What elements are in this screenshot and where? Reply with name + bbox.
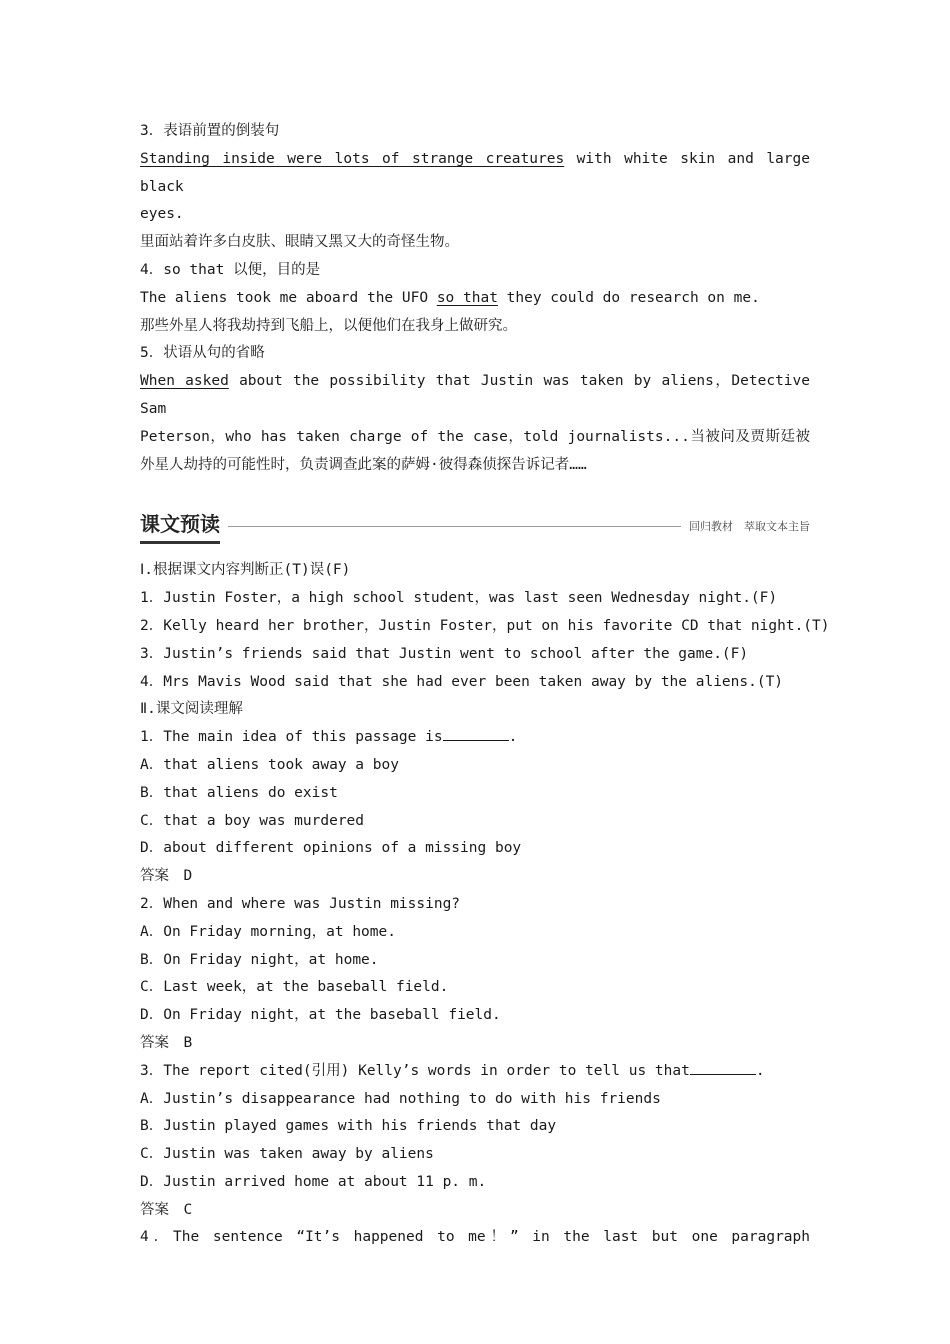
- tf-item: 1．Justin Foster，a high school student，was last seen Wednesday night.(F): [140, 590, 778, 607]
- q3-option: D．Justin arrived home at about 11 p. m.: [140, 1173, 487, 1190]
- q3-option: C．Justin was taken away by aliens: [140, 1146, 434, 1163]
- q2-option: C．Last week，at the baseball field.: [140, 979, 449, 996]
- answer-blank: [690, 1060, 756, 1075]
- q3-option: B．Justin played games with his friends that day: [140, 1118, 557, 1135]
- heading-ellipsis: 5．状语从句的省略: [140, 345, 265, 362]
- example-ellipsis: When asked about the possibility that Justin was taken by aliens，Detective Sam: [140, 373, 810, 417]
- part-ii-heading: Ⅱ.课文阅读理解: [140, 701, 243, 718]
- example-inversion-cont: eyes.: [140, 206, 184, 223]
- q2-answer: 答案 B: [140, 1034, 193, 1051]
- q2-stem: 2．When and where was Justin missing?: [140, 895, 461, 912]
- section-divider: [228, 526, 681, 527]
- part-i-heading: Ⅰ.根据课文内容判断正(T)误(F): [140, 562, 351, 579]
- q3-option: A．Justin’s disappearance had nothing to do with his friends: [140, 1090, 661, 1107]
- q2-option: A．On Friday morning，at home.: [140, 923, 396, 940]
- section-subtitle: 回归教材 萃取文本主旨: [689, 520, 810, 534]
- example-ellipsis-l3: 外星人劫持的可能性时，负责调查此案的萨姆·彼得森侦探告诉记者……: [140, 456, 587, 473]
- q1-option: C．that a boy was murdered: [140, 812, 365, 829]
- q1-answer: 答案 D: [140, 868, 193, 885]
- q3-answer: 答案 C: [140, 1201, 193, 1218]
- q1-option: D．about different opinions of a missing boy: [140, 840, 522, 857]
- q1-option: A．that aliens took away a boy: [140, 756, 399, 773]
- example-ellipsis-l2: Peterson，who has taken charge of the case，told journalists...当被问及贾斯廷被: [140, 428, 810, 445]
- q4-stem: 4．The sentence “It’s happened to me！” in the last but one paragraph: [140, 1229, 810, 1246]
- tf-item: 3．Justin’s friends said that Justin went to school after the game.(F): [140, 645, 749, 662]
- q3-stem: 3．The report cited(引用) Kelly’s words in order to tell us that .: [140, 1058, 810, 1086]
- q1-stem: 1．The main idea of this passage is .: [140, 724, 810, 752]
- section-title: 课文预读: [140, 508, 220, 544]
- example-inversion: Standing inside were lots of strange creatures with white skin and large black: [140, 150, 810, 195]
- underlined-phrase: When asked: [140, 373, 229, 390]
- q2-option: D．On Friday night，at the baseball field.: [140, 1007, 501, 1024]
- underlined-phrase: Standing inside were lots of strange creatures: [140, 150, 565, 167]
- q2-option: B．On Friday night，at home.: [140, 951, 379, 968]
- section-header: [140, 503, 810, 549]
- answer-blank: [443, 726, 509, 741]
- underlined-phrase: so that: [436, 289, 498, 306]
- tf-item: 2．Kelly heard her brother，Justin Foster，put on his favorite CD that night.(T): [140, 617, 830, 634]
- heading-so-that: 4．so that 以便，目的是: [140, 261, 321, 278]
- document-page: [140, 118, 830, 1252]
- translation-inversion: 里面站着许多白皮肤、眼睛又黑又大的奇怪生物。: [140, 234, 459, 251]
- q1-option: B．that aliens do exist: [140, 784, 338, 801]
- heading-inversion: 3．表语前置的倒装句: [140, 123, 280, 139]
- tf-item: 4．Mrs Mavis Wood said that she had ever been taken away by the aliens.(T): [140, 673, 784, 690]
- translation-so-that: 那些外星人将我劫持到飞船上，以便他们在我身上做研究。: [140, 317, 517, 334]
- example-so-that: The aliens took me aboard the UFO so that they could do research on me.: [140, 289, 760, 306]
